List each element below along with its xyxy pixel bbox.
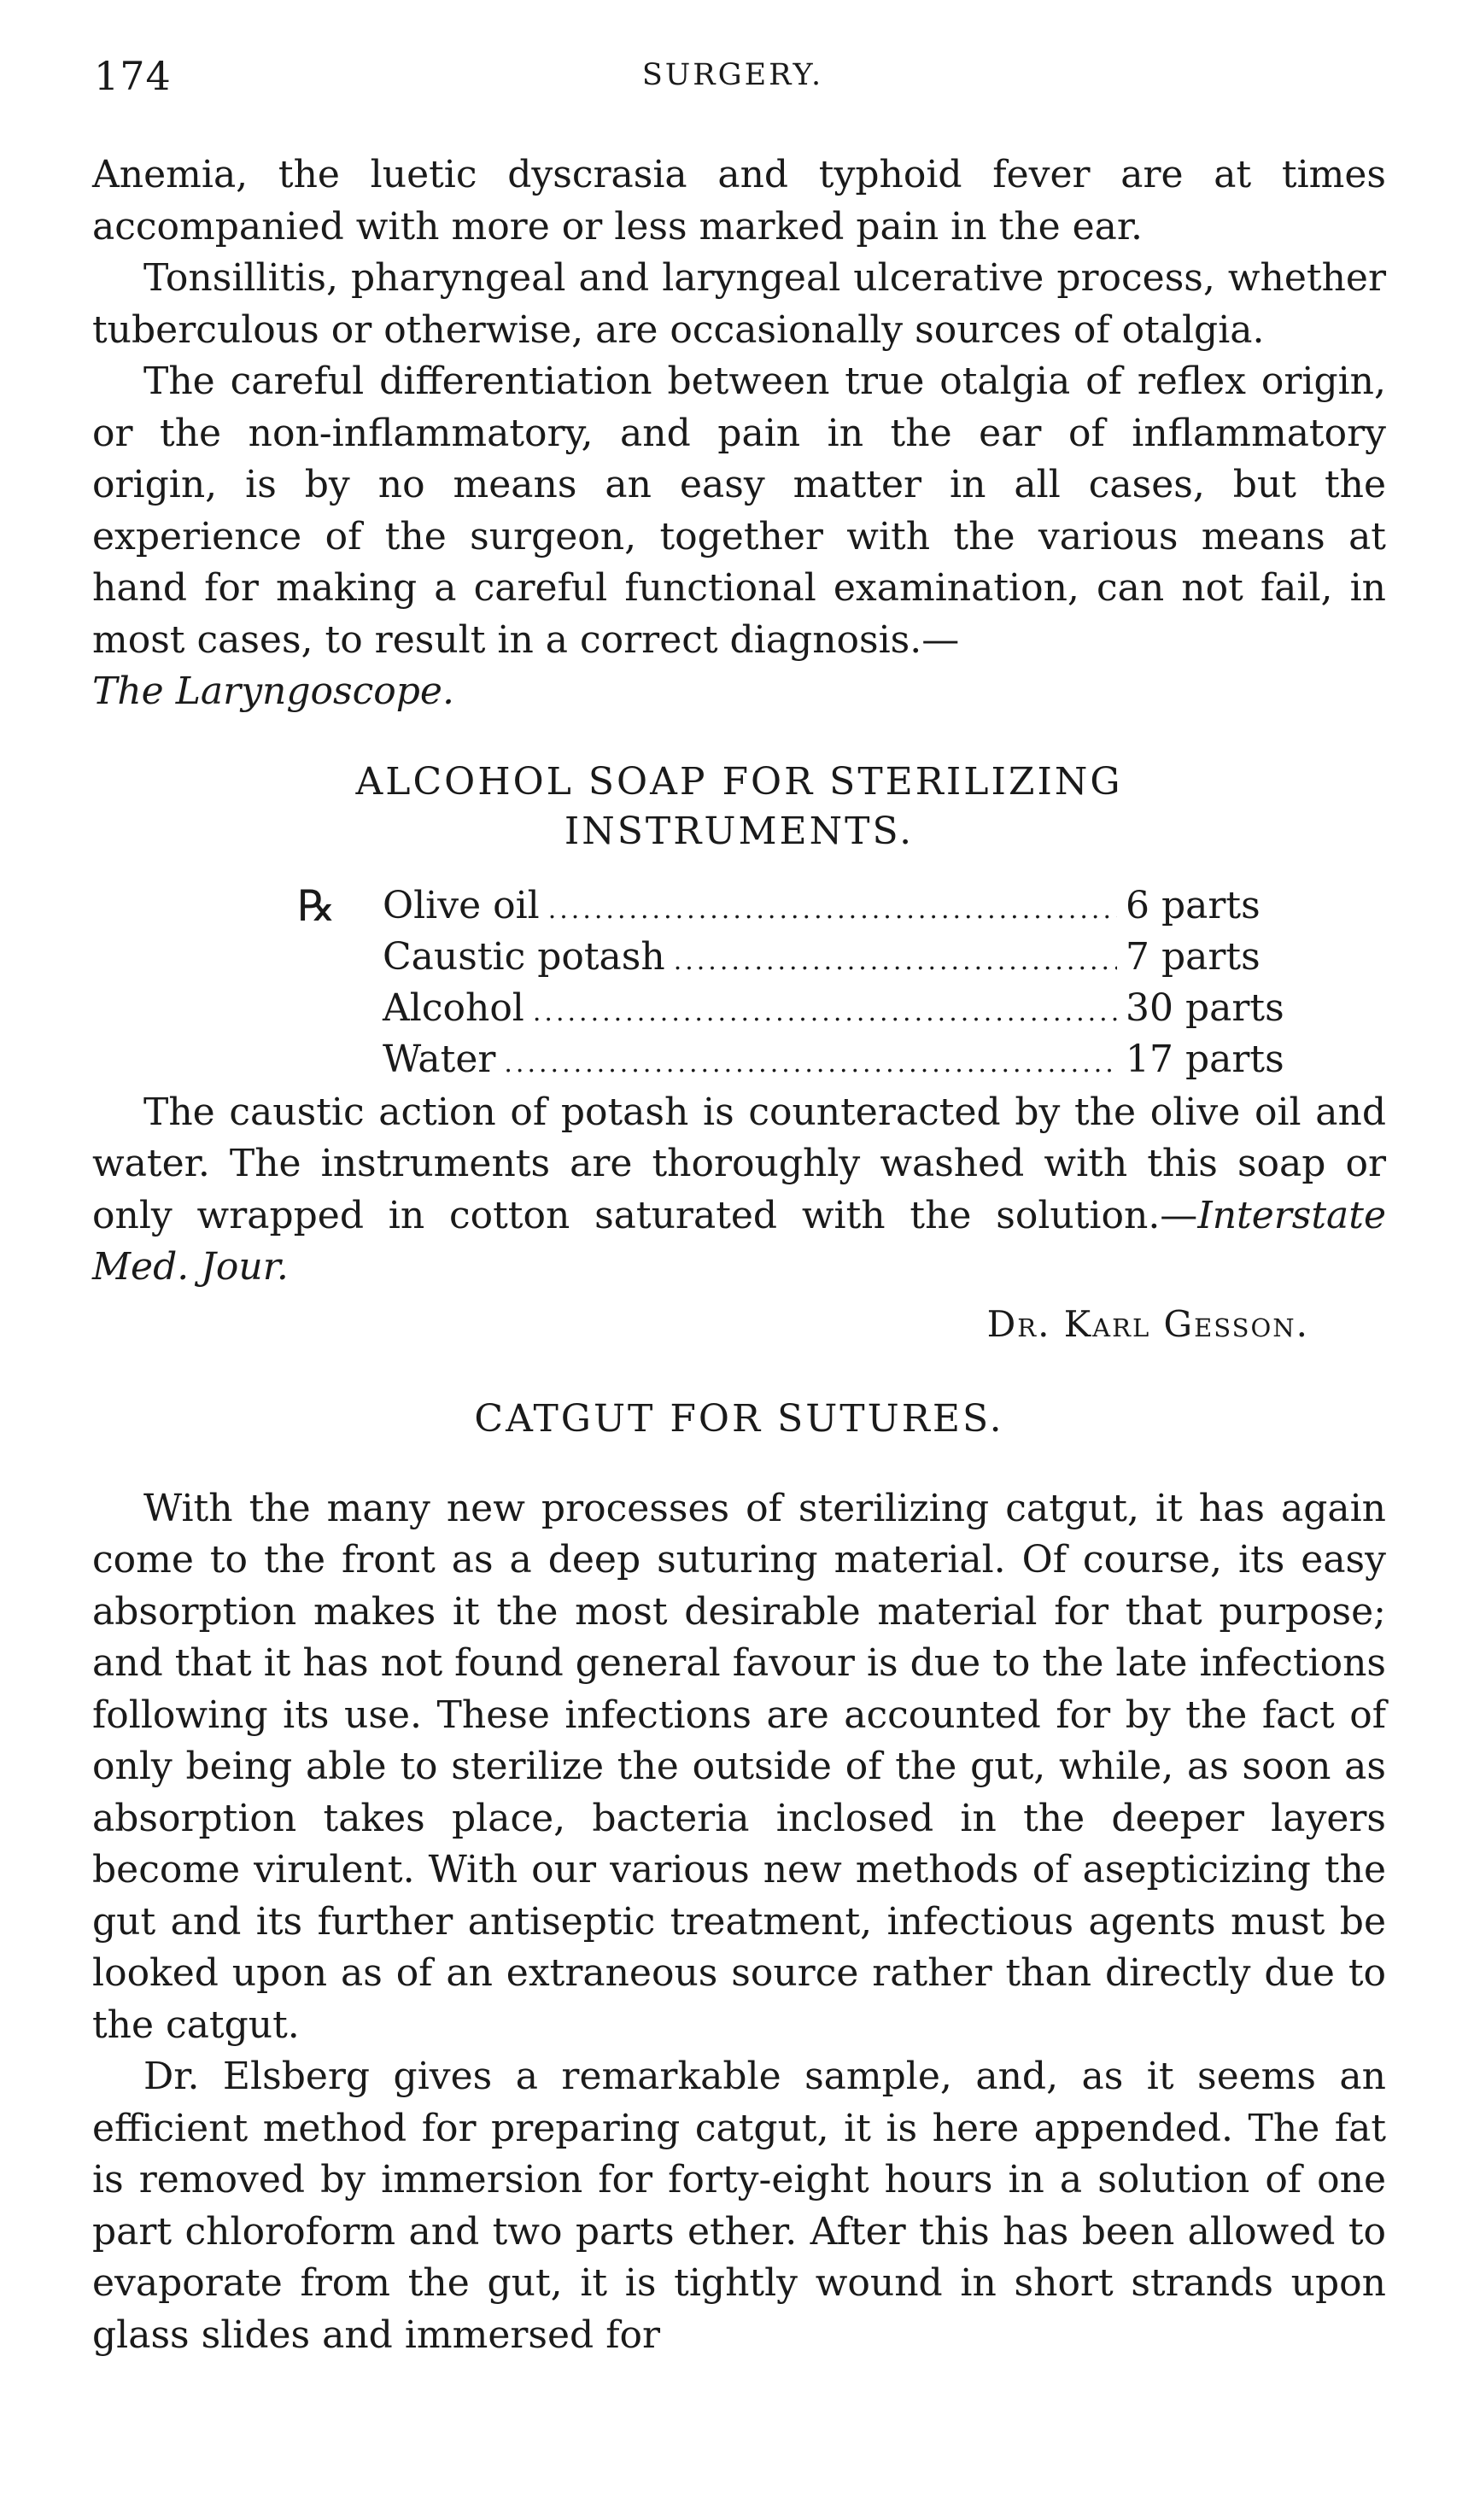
section-heading-catgut: CATGUT FOR SUTURES. (474, 1396, 1004, 1441)
ingredient-quantity: 7 parts (1126, 934, 1261, 979)
intro-source-citation: The Laryngoscope. (92, 669, 454, 713)
section-heading-alcohol-soap (92, 757, 1386, 857)
rx-symbol: ℞ (297, 880, 336, 931)
recipe-block (92, 880, 1386, 1087)
ingredient-name: Caustic potash (383, 934, 665, 979)
ingredient-quantity: 30 parts (1126, 985, 1284, 1030)
intro-paragraph-2: Tonsillitis, pharyngeal and laryngeal ulcerative process, whether tuberculous or otherwise, are occasionally sources of otalgia. (92, 256, 1386, 352)
ingredient-row (383, 1034, 1288, 1090)
dot-leader (533, 987, 1117, 1038)
intro-paragraph-3 (92, 356, 1386, 718)
page-body (92, 149, 1386, 2361)
dot-leader (504, 1038, 1117, 1090)
soap-paragraph (92, 1087, 1386, 1294)
ingredient-name: Alcohol (383, 985, 524, 1030)
section-heading-line-2: INSTRUMENTS. (564, 809, 915, 853)
soap-paragraph-text: The caustic action of potash is counteracted by the olive oil and water. The instruments are thoroughly washed with this soap or only wrapped in cotton saturated with the solution.— (92, 1090, 1386, 1237)
soap-source-citation: Interstate Med. Jour. (92, 1193, 1386, 1289)
catgut-paragraph-2: Dr. Elsberg gives a remarkable sample, and, as it seems an efficient method for preparing catgut, it is here appended. The fat is removed by immersion for forty-eight hours in a solution of one part chloroform and two parts ether. After this has been allowed to evaporate from the gut, it is tightly wound in short strands upon glass slides and immersed for (92, 2055, 1386, 2357)
dot-leader (674, 936, 1117, 987)
ingredient-row (383, 983, 1288, 1038)
intro-paragraph-1: Anemia, the luetic dyscrasia and typhoid fever are at times accompanied with more or less marked pain in the ear. (92, 153, 1386, 248)
ingredient-row (383, 880, 1288, 936)
section-heading-line-1: ALCOHOL SOAP FOR STERILIZING (355, 759, 1123, 804)
catgut-paragraph-1: With the many new processes of sterilizing catgut, it has again come to the front as a deep suturing material. Of course, its easy absorption makes it the most desirable material for that purpose; and that it has not found general favour is due to the late infections following its use. These infections are accounted for by the fact of only being able to sterilize the outside of the gut, while, as soon as absorption takes place, bacteria inclosed in the deeper layers become virulent. With our various new methods of asepticizing the gut and its further antiseptic treatment, infectious agents must be looked upon as of an extraneous source rather than directly due to the catgut. (92, 1486, 1386, 2047)
running-title: SURGERY. (641, 58, 824, 92)
author-signature: Dr. Karl Gesson. (986, 1302, 1309, 1345)
ingredient-row (383, 932, 1288, 987)
ingredient-quantity: 6 parts (1126, 883, 1261, 927)
page-header (94, 53, 1372, 104)
page-number: 174 (94, 53, 172, 99)
ingredient-name: Olive oil (383, 883, 540, 927)
ingredient-name: Water (383, 1037, 496, 1081)
ingredient-quantity: 17 parts (1126, 1037, 1284, 1081)
intro-paragraph-3-text: The careful differentiation between true otalgia of reflex origin, or the non-inflammatory, and pain in the ear of inflammatory origin, is by no means an easy matter in all cases, but the experience of the surgeon, together with the various means at hand for making a careful functional examination, can not fail, in most cases, to result in a correct diagnosis.— (92, 360, 1386, 662)
dot-leader (548, 885, 1117, 936)
